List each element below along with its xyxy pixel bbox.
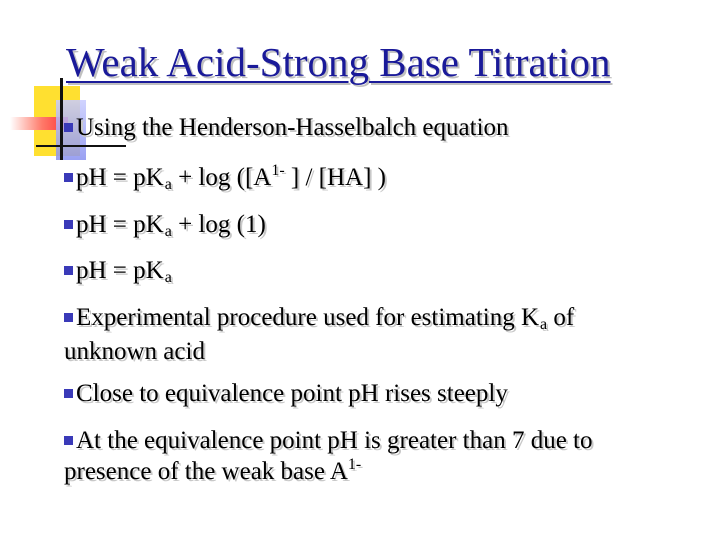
bullet-henderson-hasselbalch: Using the Henderson-Hasselbalch equation: [64, 112, 509, 143]
square-bullet-icon: [64, 173, 73, 182]
slide-title: Weak Acid-Strong Base Titration: [66, 39, 611, 85]
square-bullet-icon: [64, 266, 73, 275]
decorative-vertical-line: [60, 78, 63, 160]
bullet-equivalence-ph: At the equivalence point pH is greater than 7 due to presence of the weak base $A^{1-}$: [64, 427, 593, 485]
square-bullet-icon: [64, 436, 73, 445]
square-bullet-icon: [64, 123, 73, 132]
decorative-horizontal-line: [36, 145, 126, 147]
bullet-ph-log-one: pH = pKa + log (1): [64, 209, 266, 243]
square-bullet-icon: [64, 389, 73, 398]
square-bullet-icon: [64, 313, 73, 322]
bullet-equivalence-steep: Close to equivalence point pH rises steeply: [64, 378, 508, 409]
bullet-experimental-procedure: Experimental procedure used for estimating Ka of unknown acid: [64, 304, 575, 365]
bullet-ph-equation: pH = pKa + $\log ([A^{1-}$ ] / [HA] ): [64, 162, 386, 196]
bullet-ph-equals-pka: pH = pKa: [64, 255, 172, 289]
square-bullet-icon: [64, 220, 73, 229]
